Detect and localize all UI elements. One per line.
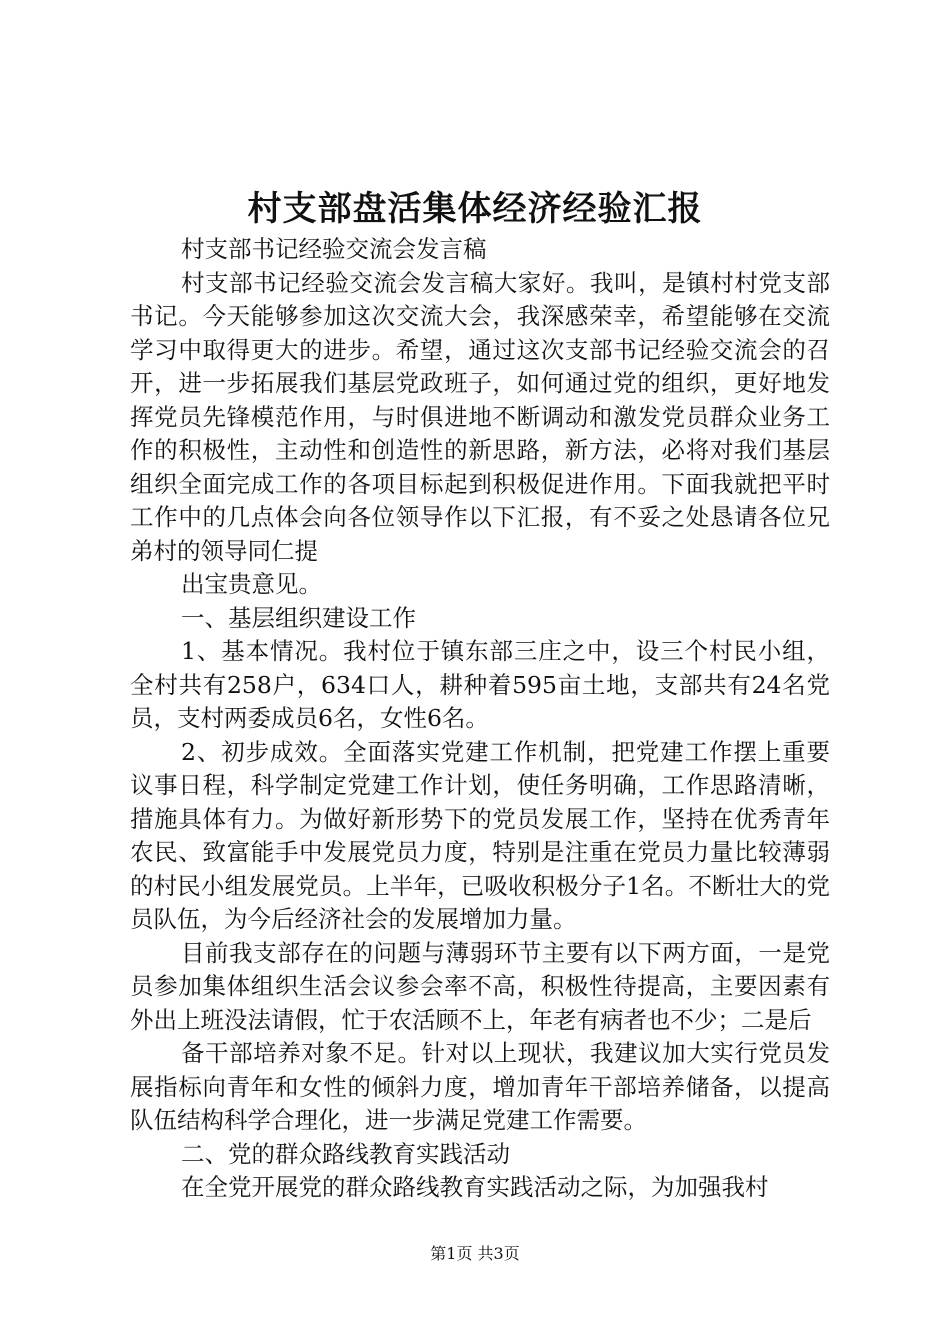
paragraph-problems: 目前我支部存在的问题与薄弱环节主要有以下两方面，一是党员参加集体组织生活会议参会率不高，积极性待提高，主要因素有外出上班没法请假，忙于农活顾不上，年老有病者也不少；二是后	[130, 938, 830, 1034]
paragraph-practice-activity: 在全党开展党的群众路线教育实践活动之际，为加强我村	[181, 1173, 769, 1201]
document-title: 村支部盘活集体经济经验汇报	[247, 189, 703, 229]
paragraph-initial-results: 2、初步成效。全面落实党建工作机制，把党建工作摆上重要议事日程，科学制定党建工作计划，使任务明确，工作思路清晰，措施具体有力。为做好新形势下的党员发展工作，坚持在优秀青年农民、致富能手中发展党员力度，特别是注重在党员力量比较薄弱的村民小组发展党员。上半年，已吸收积极分子1名。不断壮大的党员队伍，为今后经济社会的发展增加力量。	[130, 737, 830, 933]
section-heading-2: 二、党的群众路线教育实践活动	[181, 1139, 510, 1168]
page-indicator: 第1页 共3页	[430, 1244, 520, 1263]
paragraph-intro-end: 出宝贵意见。	[181, 570, 322, 598]
paragraph-intro: 村支部书记经验交流会发言稿大家好。我叫，是镇村村党支部书记。今天能够参加这次交流大会，我深感荣幸，希望能够在交流学习中取得更大的进步。希望，通过这次支部书记经验交流会的召开，进一步拓展我们基层党政班子，如何通过党的组织，更好地发挥党员先锋模范作用，与时俱进地不断调动和激发党员群众业务工作的积极性，主动性和创造性的新思路，新方法，必将对我们基层组织全面完成工作的各项目标起到积极促进作用。下面我就把平时工作中的几点体会向各位领导作以下汇报，有不妥之处恳请各位兄弟村的领导同仁提	[130, 268, 830, 565]
paragraph-subtitle: 村支部书记经验交流会发言稿	[181, 235, 487, 263]
paragraph-suggestions: 备干部培养对象不足。针对以上现状，我建议加大实行党员发展指标向青年和女性的倾斜力度，增加青年干部培养储备，以提高队伍结构科学合理化，进一步满足党建工作需要。	[130, 1039, 830, 1134]
paragraph-basic-info: 1、基本情况。我村位于镇东部三庄之中，设三个村民小组，全村共有258户，634口人，耕种着595亩土地，支部共有24名党员，支村两委成员6名，女性6名。	[130, 637, 830, 732]
section-heading-1: 一、基层组织建设工作	[181, 603, 416, 632]
document-body	[130, 233, 830, 1205]
